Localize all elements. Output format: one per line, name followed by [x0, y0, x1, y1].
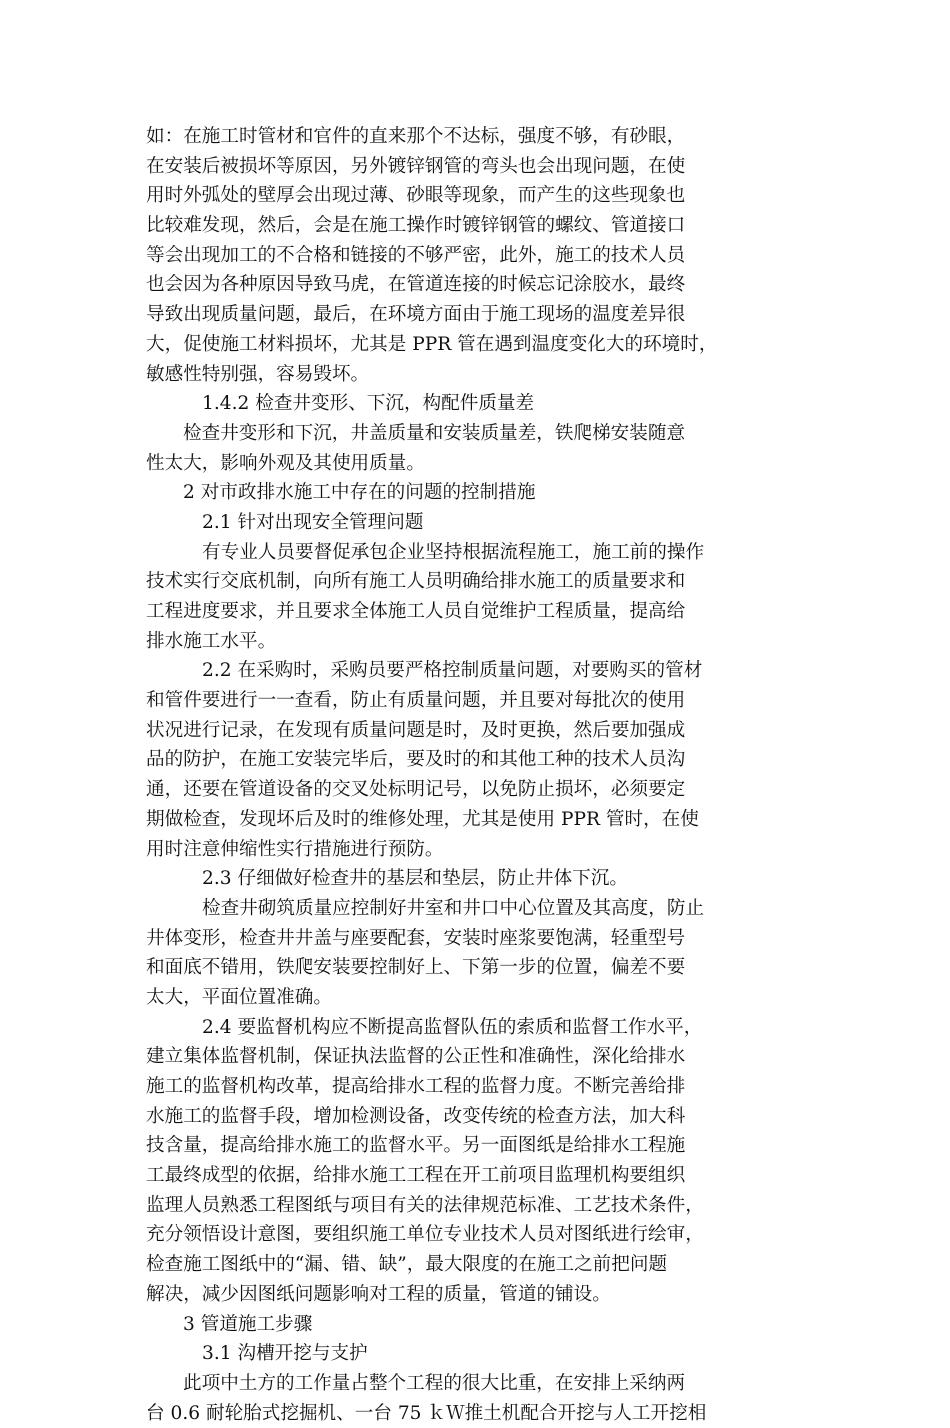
text-line: 建立集体监督机制，保证执法监督的公正性和准确性，深化给排水 [146, 1046, 686, 1068]
text-line: 品的防护，在施工安装完毕后，要及时的和其他工种的技术人员沟 [146, 749, 686, 771]
text-line: 用时注意伸缩性实行措施进行预防。 [146, 838, 444, 860]
text-line: 比较难发现，然后，会是在施工操作时镀锌钢管的螺纹、管道接口 [146, 215, 686, 237]
text-line: 2.1 针对出现安全管理问题 [202, 511, 424, 533]
text-line: 等会出现加工的不合格和链接的不够严密，此外，施工的技术人员 [146, 244, 686, 266]
text-line: 用时外弧处的壁厚会出现过薄、砂眼等现象，而产生的这些现象也 [146, 185, 686, 207]
text-line: 水施工的监督手段，增加检测设备，改变传统的检查方法，加大科 [146, 1105, 686, 1127]
text-line: 技术实行交底机制，向所有施工人员明确给排水施工的质量要求和 [146, 571, 686, 593]
text-line: 2 对市政排水施工中存在的问题的控制措施 [183, 482, 536, 504]
text-line: 状况进行记录，在发现有质量问题是时，及时更换，然后要加强成 [146, 719, 686, 741]
text-line: 排水施工水平。 [146, 630, 277, 652]
text-line: 导致出现质量问题，最后，在环境方面由于施工现场的温度差异很 [146, 304, 686, 326]
text-line: 充分领悟设计意图，要组织施工单位专业技术人员对图纸进行绘审， [146, 1224, 704, 1246]
text-line: 大，促使施工材料损坏，尤其是 PPR 管在遇到温度变化大的环境时， [146, 333, 718, 355]
text-line: 2.3 仔细做好检查井的基层和垫层，防止井体下沉。 [202, 868, 628, 890]
text-line: 监理人员熟悉工程图纸与项目有关的法律规范标准、工艺技术条件， [146, 1194, 704, 1216]
text-line: 工程进度要求，并且要求全体施工人员自觉维护工程质量，提高给 [146, 601, 686, 622]
text-line: 检查施工图纸中的“漏、错、缺”，最大限度的在施工之前把问题 [146, 1254, 668, 1276]
text-line: 太大，平面位置准确。 [146, 986, 332, 1008]
text-line: 和面底不错用，铁爬安装要控制好上、下第一步的位置，偏差不要 [146, 957, 686, 979]
text-line: 性太大，影响外观及其使用质量。 [146, 452, 425, 474]
text-line: 有专业人员要督促承包企业坚持根据流程施工，施工前的操作 [202, 541, 705, 563]
text-line: 也会因为各种原因导致马虎，在管道连接的时候忘记涂胶水，最终 [146, 274, 686, 296]
text-line: 施工的监督机构改革，提高给排水工程的监督力度。不断完善给排 [146, 1076, 686, 1097]
text-line: 敏感性特别强，容易毁坏。 [146, 363, 370, 385]
text-line: 井体变形，检查井井盖与座要配套，安装时座浆要饱满，轻重型号 [146, 927, 686, 949]
text-line: 检查井砌筑质量应控制好井室和井口中心位置及其高度，防止 [202, 897, 705, 919]
text-line: 检查井变形和下沉，井盖质量和安装质量差，铁爬梯安装随意 [183, 422, 686, 444]
text-line: 通，还要在管道设备的交叉处标明记号，以免防止损坏，必须要定 [146, 779, 686, 801]
text-line: 技含量，提高给排水施工的监督水平。另一面图纸是给排水工程施 [146, 1135, 686, 1157]
text-line: 2.4 要监督机构应不断提高监督队伍的索质和监督工作水平， [202, 1016, 703, 1038]
document-body [146, 122, 806, 1428]
text-line: 2.2 在采购时，采购员要严格控制质量问题，对要购买的管材 [202, 660, 703, 682]
text-line: 和管件要进行一一查看，防止有质量问题，并且要对每批次的使用 [146, 690, 686, 712]
text-line: 3 管道施工步骤 [183, 1313, 313, 1335]
text-line: 台 0.6 耐轮胎式挖掘机、一台 75 ｋＷ推土机配合开挖与人工开挖相 [146, 1402, 707, 1424]
text-line: 此项中土方的工作量占整个工程的很大比重，在安排上采纳两 [183, 1372, 686, 1394]
text-line: 期做检查，发现坏后及时的维修处理，尤其是使用 PPR 管时，在使 [146, 808, 699, 830]
text-line: 解决，减少因图纸问题影响对工程的质量，管道的铺设。 [146, 1283, 611, 1305]
text-line: 如：在施工时管材和官件的直来那个不达标，强度不够，有砂眼， [146, 126, 686, 147]
text-line: 3.1 沟槽开挖与支护 [202, 1343, 368, 1365]
text-line: 在安装后被损坏等原因，另外镀锌钢管的弯头也会出现问题，在使 [146, 155, 686, 177]
text-line: 1.4.2 检查井变形、下沉，构配件质量差 [202, 393, 535, 415]
text-line: 工最终成型的依据，给排水施工工程在开工前项目监理机构要组织 [146, 1165, 686, 1187]
